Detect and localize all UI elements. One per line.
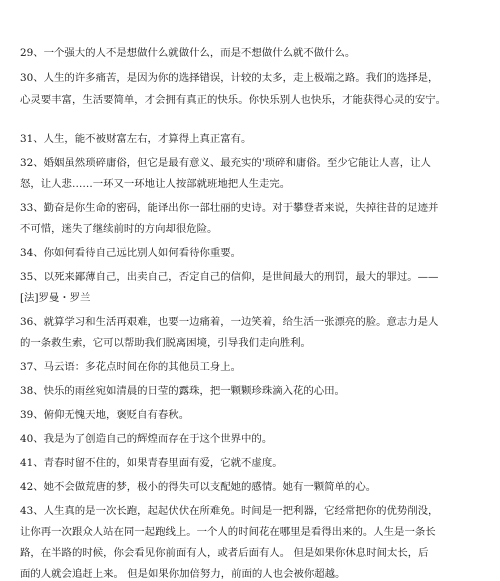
- paragraph-43-line-4: 面的人就会追赶上来。 但是如果你加倍努力，前面的人也会被你超越。: [20, 568, 346, 580]
- paragraph-38: 38、快乐的雨丝宛如清晨的日莹的露珠，把一颗颗珍珠滴入花的心田。: [20, 385, 345, 397]
- paragraph-33-line-2: 不可惜，迷失了继续前时的方向却很危险。: [20, 223, 218, 235]
- paragraph-30-line-1: 30、人生的许多痛苦，是因为你的选择错误，计较的太多，走上极端之路。我们的选择是，: [20, 72, 439, 84]
- paragraph-32-line-2: 怒，让人悲……一环又一环地让人按部就班地把人生走完。: [20, 178, 291, 190]
- paragraph-36-line-1: 36、就算学习和生活再艰难，也要一边痛着，一边笑着，给生活一张漂亮的脸。意志力是人: [20, 316, 439, 328]
- paragraph-36-line-2: 的一条救生索，它可以帮助我们脱离困境，引导我们走向胜利。: [20, 337, 311, 349]
- paragraph-42: 42、她不会做荒唐的梦，极小的得失可以支配她的感情。她有一颗简单的心。: [20, 481, 377, 493]
- paragraph-41: 41、青春时留不住的，如果青春里面有爱，它就不虚度。: [20, 457, 283, 469]
- paragraph-33-line-1: 33、勤奋是你生命的密码，能译出你一部壮丽的史诗。对于攀登者来说，失掉往昔的足迹并: [20, 202, 439, 214]
- paragraph-34: 34、你如何看待自己远比别人如何看待你重要。: [20, 247, 242, 259]
- paragraph-31: 31、人生，能不被财富左右，才算得上真正富有。: [20, 133, 252, 145]
- paragraph-37: 37、马云语：多花点时间在你的其他员工身上。: [20, 361, 242, 373]
- paragraph-43-line-1: 43、人生真的是一次长跑，起起伏伏在所难免。时间是一把利器，它经常把你的优势削没，: [20, 505, 439, 517]
- paragraph-43-line-2: 让你再一次跟众人站在同一起跑线上。一个人的时间花在哪里是看得出来的。人生是一条长: [20, 526, 436, 538]
- paragraph-40: 40、我是为了创造自己的辉煌而存在于这个世界中的。: [20, 433, 273, 445]
- paragraph-39: 39、俯仰无愧天地，褒贬自有春秋。: [20, 409, 190, 421]
- paragraph-30-line-2: 心灵要丰富，生活要简单，才会拥有真正的快乐。你快乐别人也快乐，才能获得心灵的安宁。: [20, 94, 447, 106]
- paragraph-35-line-1: 35、以死来鄙薄自己，出卖自己，否定自己的信仰，是世间最大的刑罚，最大的罪过。——: [20, 271, 439, 283]
- paragraph-29: 29、一个强大的人不是想做什么就做什么，而是不想做什么就不做什么。: [20, 47, 356, 59]
- paragraph-32-line-1: 32、婚姻虽然琐碎庸俗，但它是最有意义、最充实的'琐碎和庸俗。至少它能让人喜，让人: [20, 157, 431, 169]
- paragraph-43-line-3: 路，在半路的时候，你会看见你前面有人，或者后面有人。 但是如果你休息时间太长，后: [20, 547, 429, 559]
- paragraph-35-line-2: [法]罗曼・罗兰: [20, 292, 91, 304]
